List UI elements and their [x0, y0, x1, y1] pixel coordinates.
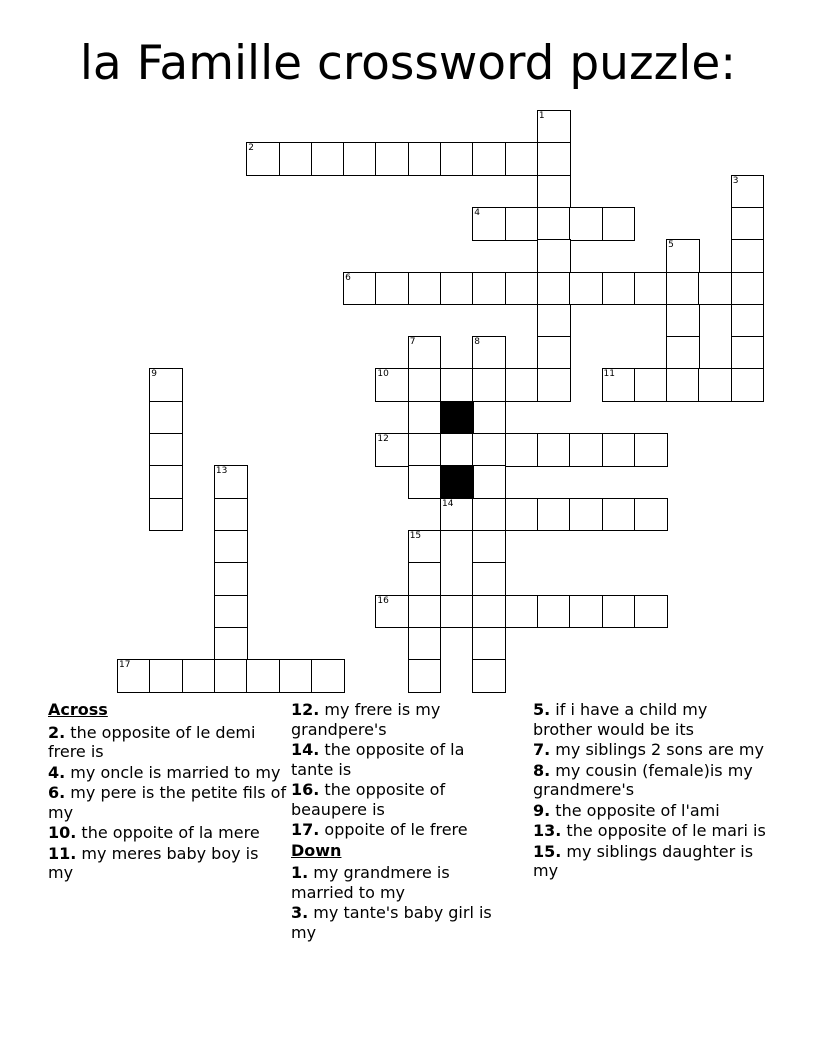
grid-cell[interactable]: [246, 659, 280, 693]
grid-cell[interactable]: [537, 110, 571, 144]
clue-item: [533, 761, 768, 800]
clue-item-number: 9.: [533, 800, 551, 820]
grid-cell[interactable]: [408, 401, 442, 435]
grid-cell[interactable]: [149, 368, 183, 402]
clue-number: 8: [474, 337, 481, 348]
grid-cell[interactable]: [666, 368, 700, 402]
grid-cell[interactable]: [408, 272, 442, 306]
clue-item: [291, 700, 511, 739]
grid-cell[interactable]: [666, 304, 700, 338]
clue-item-number: 7.: [533, 740, 551, 759]
grid-cell[interactable]: [246, 142, 280, 176]
clue-item-text: my pere is the petite fils of my: [48, 783, 287, 822]
clue-item-text: my frere is my grandpere's: [291, 700, 441, 739]
grid-cell[interactable]: [634, 498, 668, 532]
grid-block: [440, 401, 474, 435]
clue-item: [48, 783, 288, 822]
grid-cell[interactable]: [569, 595, 603, 629]
grid-cell[interactable]: [214, 659, 248, 693]
grid-cell[interactable]: [505, 368, 539, 402]
grid-cell[interactable]: [731, 207, 765, 241]
clue-item: [291, 903, 511, 942]
grid-cell[interactable]: [408, 433, 442, 467]
grid-cell[interactable]: [472, 272, 506, 306]
clue-item-number: 2.: [48, 722, 66, 742]
clue-number: 7: [409, 337, 416, 348]
grid-cell[interactable]: [634, 368, 668, 402]
grid-cell[interactable]: [569, 207, 603, 241]
grid-cell[interactable]: [408, 336, 442, 370]
grid-cell[interactable]: [602, 368, 636, 402]
grid-cell[interactable]: [117, 659, 151, 693]
grid-cell[interactable]: [343, 272, 377, 306]
clue-item-text: my siblings daughter is my: [533, 841, 754, 880]
grid-cell[interactable]: [537, 239, 571, 273]
grid-cell[interactable]: [472, 336, 506, 370]
clue-item-text: my oncle is married to my: [65, 762, 281, 782]
clue-number: 11: [603, 369, 615, 380]
grid-cell[interactable]: [375, 368, 409, 402]
grid-cell[interactable]: [537, 498, 571, 532]
grid-cell[interactable]: [214, 595, 248, 629]
clue-column-2: [291, 700, 511, 943]
grid-cell[interactable]: [472, 401, 506, 435]
grid-cell[interactable]: [214, 465, 248, 499]
clue-item-text: the opposite of la tante is: [291, 740, 465, 779]
clue-item-number: 14.: [291, 740, 320, 759]
clue-number: 12: [377, 434, 389, 444]
grid-cell[interactable]: [505, 207, 539, 241]
grid-cell[interactable]: [472, 465, 506, 499]
grid-cell[interactable]: [634, 272, 668, 306]
clue-item-number: 10.: [48, 823, 77, 842]
grid-cell[interactable]: [602, 433, 636, 467]
clue-item-number: 5.: [533, 700, 551, 719]
across-heading: Across: [48, 700, 108, 719]
grid-cell[interactable]: [149, 401, 183, 435]
grid-cell[interactable]: [149, 498, 183, 532]
clue-number: 16: [377, 595, 389, 606]
grid-cell[interactable]: [731, 175, 765, 209]
grid-cell[interactable]: [666, 272, 700, 306]
clue-column-1: [48, 700, 288, 884]
grid-cell[interactable]: [634, 433, 668, 467]
clue-item-text: my cousin (female)is my grandmere's: [533, 760, 753, 799]
clue-number: 4: [474, 207, 481, 218]
grid-cell[interactable]: [698, 272, 732, 306]
grid-cell[interactable]: [472, 368, 506, 402]
grid-cell[interactable]: [375, 272, 409, 306]
clue-item: [291, 740, 511, 779]
grid-cell[interactable]: [440, 272, 474, 306]
grid-cell[interactable]: [182, 659, 216, 693]
grid-cell[interactable]: [375, 433, 409, 467]
grid-cell[interactable]: [440, 595, 474, 629]
grid-cell[interactable]: [505, 142, 539, 176]
down-heading: Down: [291, 840, 342, 860]
clue-item-number: 13.: [533, 821, 562, 840]
grid-cell[interactable]: [375, 142, 409, 176]
grid-cell[interactable]: [731, 239, 765, 273]
grid-cell[interactable]: [472, 562, 506, 596]
grid-cell[interactable]: [602, 272, 636, 306]
grid-cell[interactable]: [408, 595, 442, 629]
clue-item-text: my grandmere is married to my: [291, 863, 450, 902]
clue-item-number: 16.: [291, 780, 320, 799]
grid-cell[interactable]: [440, 142, 474, 176]
grid-cell[interactable]: [472, 627, 506, 661]
grid-cell[interactable]: [408, 368, 442, 402]
grid-cell[interactable]: [505, 272, 539, 306]
grid-cell[interactable]: [440, 498, 474, 532]
grid-cell[interactable]: [602, 207, 636, 241]
clue-item: [533, 801, 768, 821]
grid-cell[interactable]: [279, 142, 313, 176]
grid-cell[interactable]: [537, 272, 571, 306]
grid-cell[interactable]: [408, 627, 442, 661]
clue-item: [533, 842, 768, 881]
clue-item-number: 3.: [291, 903, 309, 922]
clue-item-text: the opposite of beaupere is: [291, 780, 446, 819]
clue-item: [48, 723, 288, 762]
grid-cell[interactable]: [311, 142, 345, 176]
clue-item-text: oppoite of le frere: [319, 820, 468, 839]
clue-number: 3: [732, 175, 739, 186]
grid-cell[interactable]: [408, 142, 442, 176]
clue-number: 13: [215, 466, 228, 477]
grid-cell[interactable]: [602, 498, 636, 532]
grid-cell[interactable]: [472, 595, 506, 629]
clue-item: [291, 780, 511, 819]
grid-cell[interactable]: [537, 433, 571, 467]
grid-block: [440, 465, 474, 499]
clue-number: 14: [442, 498, 454, 509]
grid-cell[interactable]: [472, 142, 506, 176]
grid-cell[interactable]: [602, 595, 636, 629]
clue-item-text: the opposite of le demi frere is: [48, 722, 256, 761]
grid-cell[interactable]: [537, 336, 571, 370]
clue-number: 2: [248, 143, 254, 154]
grid-cell[interactable]: [731, 304, 765, 338]
clue-number: 17: [119, 660, 131, 671]
clue-item-number: 12.: [291, 700, 320, 719]
grid-cell[interactable]: [408, 530, 442, 564]
clue-item: [48, 823, 288, 843]
clue-item: [48, 844, 288, 883]
grid-cell[interactable]: [505, 595, 539, 629]
grid-cell[interactable]: [569, 433, 603, 467]
grid-cell[interactable]: [375, 595, 409, 629]
grid-cell[interactable]: [472, 659, 506, 693]
grid-cell[interactable]: [472, 207, 506, 241]
grid-cell[interactable]: [472, 530, 506, 564]
clue-item-text: the opposite of le mari is: [561, 821, 766, 840]
grid-cell[interactable]: [214, 627, 248, 661]
clue-item-text: my siblings 2 sons are my: [550, 740, 764, 759]
grid-cell[interactable]: [472, 498, 506, 532]
grid-cell[interactable]: [537, 207, 571, 241]
grid-cell[interactable]: [537, 175, 571, 209]
grid-cell[interactable]: [731, 368, 765, 402]
clue-item: [533, 740, 768, 760]
clue-item: [533, 700, 768, 739]
grid-cell[interactable]: [569, 498, 603, 532]
clue-number: 15: [409, 530, 422, 541]
clue-item-text: my meres baby boy is my: [48, 843, 259, 882]
grid-cell[interactable]: [440, 433, 474, 467]
grid-cell[interactable]: [472, 433, 506, 467]
clue-item-number: 15.: [533, 841, 562, 861]
grid-cell[interactable]: [149, 465, 183, 499]
clue-number: 5: [668, 240, 674, 251]
clue-item: [291, 863, 511, 902]
grid-cell[interactable]: [634, 595, 668, 629]
grid-cell[interactable]: [731, 272, 765, 306]
grid-cell[interactable]: [666, 336, 700, 370]
grid-cell[interactable]: [214, 530, 248, 564]
grid-cell[interactable]: [731, 336, 765, 370]
clue-column-3: [533, 700, 768, 882]
clue-item-number: 17.: [291, 820, 320, 839]
clue-item: [291, 820, 511, 840]
grid-cell[interactable]: [505, 498, 539, 532]
grid-cell[interactable]: [149, 433, 183, 467]
clue-item-number: 4.: [48, 762, 66, 782]
clue-number: 1: [538, 111, 545, 121]
grid-cell[interactable]: [214, 498, 248, 532]
grid-cell[interactable]: [408, 465, 442, 499]
puzzle-title: la Famille crossword puzzle:: [79, 36, 737, 91]
grid-cell[interactable]: [537, 142, 571, 176]
clue-item-text: if i have a child my brother would be its: [533, 700, 708, 739]
clue-number: 10: [377, 369, 389, 380]
clue-item-number: 1.: [291, 863, 309, 882]
clue-item: [48, 763, 288, 783]
clue-item-text: my tante's baby girl is my: [291, 903, 492, 942]
clue-item-number: 6.: [48, 783, 66, 802]
grid-cell[interactable]: [666, 239, 700, 273]
clue-number: 9: [151, 369, 158, 380]
clue-item-text: the oppoite of la mere: [76, 823, 260, 842]
grid-cell[interactable]: [279, 659, 313, 693]
grid-cell[interactable]: [408, 659, 442, 693]
grid-cell[interactable]: [408, 562, 442, 596]
clue-item: [533, 821, 768, 841]
grid-cell[interactable]: [537, 595, 571, 629]
grid-cell[interactable]: [698, 368, 732, 402]
grid-cell[interactable]: [311, 659, 345, 693]
clue-item-number: 8.: [533, 760, 551, 780]
clue-number: 6: [345, 272, 351, 283]
grid-cell[interactable]: [537, 368, 571, 402]
grid-cell[interactable]: [343, 142, 377, 176]
clue-item-number: 11.: [48, 843, 77, 863]
grid-cell[interactable]: [569, 272, 603, 306]
grid-cell[interactable]: [214, 562, 248, 596]
grid-cell[interactable]: [440, 368, 474, 402]
grid-cell[interactable]: [149, 659, 183, 693]
grid-cell[interactable]: [505, 433, 539, 467]
grid-cell[interactable]: [537, 304, 571, 338]
clue-item-text: the opposite of l'ami: [550, 800, 720, 820]
